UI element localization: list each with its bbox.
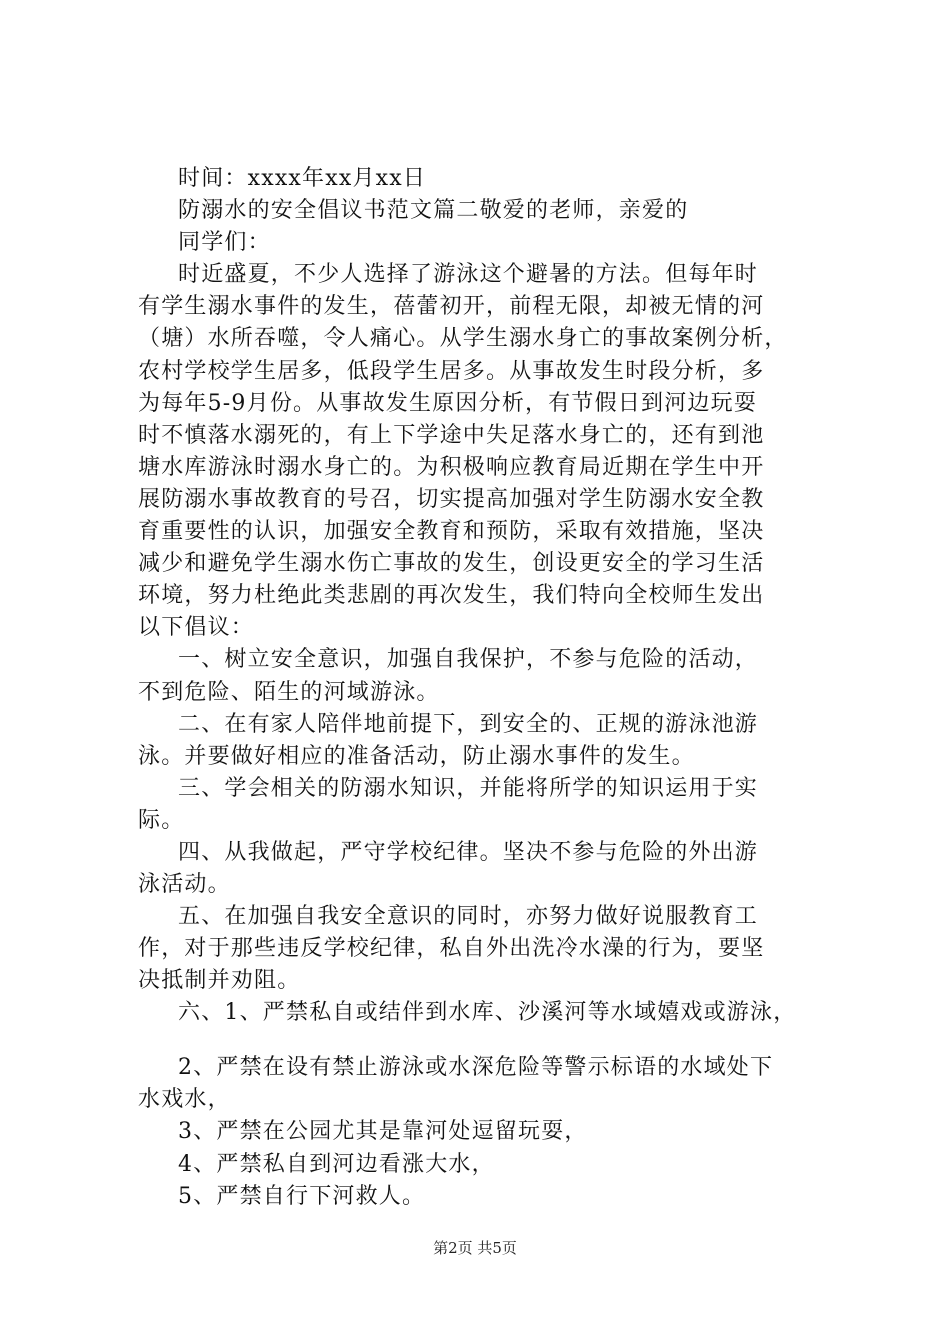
proposal-item-6: 六、1、严禁私自或结伴到水库、沙溪河等水域嬉戏或游泳， <box>178 1000 797 1025</box>
paragraph-line: 塘水库游泳时溺水身亡的。为积极响应教育局近期在学生中开 <box>138 455 765 480</box>
proposal-item-3-cont: 际。 <box>138 808 185 833</box>
salutation-line: 同学们： <box>178 230 271 255</box>
proposal-item-1-cont: 不到危险、陌生的河域游泳。 <box>138 680 440 705</box>
prohibition-item-4: 4、严禁私自到河边看涨大水， <box>178 1152 495 1177</box>
page-number-footer: 第2页 共5页 <box>433 1239 517 1257</box>
paragraph-line: 时不慎落水溺死的，有上下学途中失足落水身亡的，还有到池 <box>138 423 765 448</box>
paragraph-line: 以下倡议： <box>138 615 255 640</box>
prohibition-item-2: 2、严禁在设有禁止游泳或水深危险等警示标语的水域处下 <box>178 1055 774 1080</box>
proposal-item-2: 二、在有家人陪伴地前提下，到安全的、正规的游泳池游 <box>178 712 759 737</box>
proposal-item-1: 一、树立安全意识，加强自我保护，不参与危险的活动， <box>178 647 759 672</box>
prohibition-item-3: 3、严禁在公园尤其是靠河处逗留玩耍， <box>178 1119 588 1144</box>
title-line: 防溺水的安全倡议书范文篇二敬爱的老师，亲爱的 <box>178 198 689 223</box>
proposal-item-2-cont: 泳。并要做好相应的准备活动，防止溺水事件的发生。 <box>138 744 695 769</box>
paragraph-line: 减少和避免学生溺水伤亡事故的发生，创设更安全的学习生活 <box>138 551 765 576</box>
paragraph-line: 农村学校学生居多，低段学生居多。从事故发生时段分析，多 <box>138 359 765 384</box>
prohibition-item-2-cont: 水戏水， <box>138 1087 231 1112</box>
proposal-item-5: 五、在加强自我安全意识的同时，亦努力做好说服教育工 <box>178 904 759 929</box>
proposal-item-4-cont: 泳活动。 <box>138 872 231 897</box>
paragraph-line: 展防溺水事故教育的号召，切实提高加强对学生防溺水安全教 <box>138 487 765 512</box>
date-line: 时间：xxxx年xx月xx日 <box>178 166 427 191</box>
proposal-item-4: 四、从我做起，严守学校纪律。坚决不参与危险的外出游 <box>178 840 759 865</box>
paragraph-line: （塘）水所吞噬，令人痛心。从学生溺水身亡的事故案例分析， <box>138 326 788 351</box>
paragraph-line: 为每年5-9月份。从事故发生原因分析，有节假日到河边玩耍 <box>138 391 758 416</box>
paragraph-line: 育重要性的认识，加强安全教育和预防，采取有效措施，坚决 <box>138 519 765 544</box>
paragraph-line: 有学生溺水事件的发生，蓓蕾初开，前程无限，却被无情的河 <box>138 294 765 319</box>
prohibition-item-5: 5、严禁自行下河救人。 <box>178 1184 426 1209</box>
paragraph-line: 环境，努力杜绝此类悲剧的再次发生，我们特向全校师生发出 <box>138 583 765 608</box>
proposal-item-5-cont: 决抵制并劝阻。 <box>138 968 301 993</box>
proposal-item-3: 三、学会相关的防溺水知识，并能将所学的知识运用于实 <box>178 776 759 801</box>
proposal-item-5-cont: 作，对于那些违反学校纪律，私自外出洗冷水澡的行为，要坚 <box>138 936 765 961</box>
paragraph-line: 时近盛夏，不少人选择了游泳这个避暑的方法。但每年时 <box>178 262 759 287</box>
